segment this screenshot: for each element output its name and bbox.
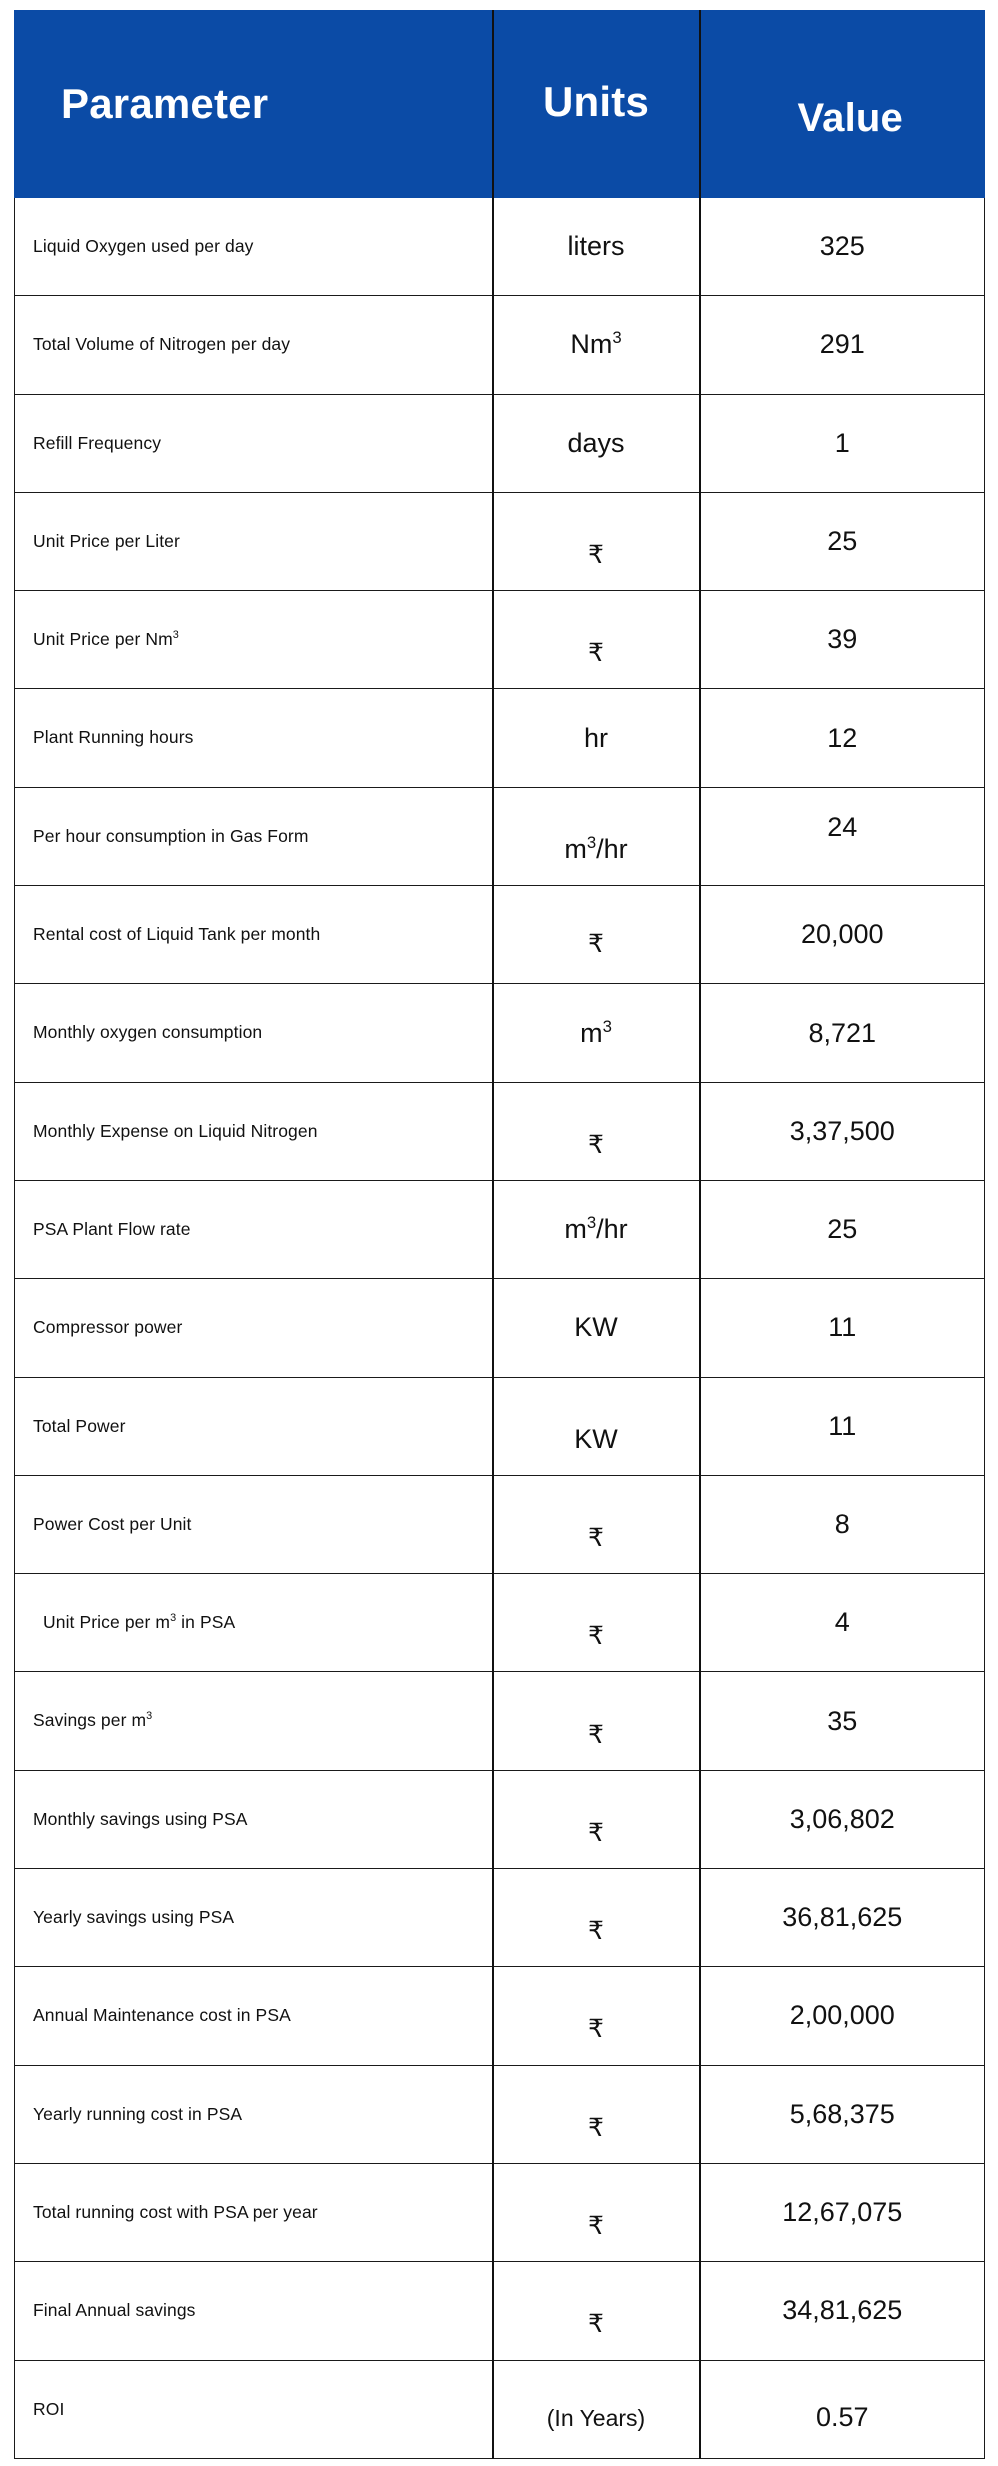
parameter-label: Yearly running cost in PSA	[33, 2103, 243, 2124]
value-label: 34,81,625	[782, 2295, 903, 2326]
value-label: 20,000	[800, 919, 884, 950]
value-label: 8,721	[808, 1017, 877, 1048]
parameter-label: Liquid Oxygen used per day	[33, 235, 254, 256]
parameter-label: Unit Price per Nm$^3$	[33, 629, 179, 650]
cell-value	[700, 2163, 985, 2261]
cell-units	[493, 1967, 700, 2065]
cell-value	[700, 1377, 985, 1475]
table-row	[15, 787, 985, 885]
cell-value	[700, 1082, 985, 1180]
cell-parameter	[15, 198, 493, 296]
cell-units	[493, 984, 700, 1082]
rupee-symbol-icon: ₹	[588, 1917, 604, 1946]
cell-value	[700, 1180, 985, 1278]
value-label: 11	[828, 1410, 857, 1441]
value-label: 24	[827, 811, 858, 842]
cell-units	[493, 1770, 700, 1868]
table-row	[15, 1574, 985, 1672]
cell-parameter	[15, 296, 493, 394]
cell-parameter	[15, 2262, 493, 2360]
cell-value	[700, 1475, 985, 1573]
cell-parameter	[15, 1574, 493, 1672]
rupee-symbol-icon: ₹	[588, 1622, 604, 1651]
column-header-value-label: Value	[797, 96, 903, 140]
cell-value	[700, 1279, 985, 1377]
cell-units	[493, 1672, 700, 1770]
cell-value	[700, 1574, 985, 1672]
value-label: 8	[834, 1508, 850, 1539]
table-row	[15, 886, 985, 984]
cell-parameter	[15, 984, 493, 1082]
table-row	[15, 1377, 985, 1475]
cell-units	[493, 2163, 700, 2261]
parameter-superscript: 3	[170, 1612, 177, 1625]
value-label: 325	[819, 231, 865, 262]
table-row	[15, 1475, 985, 1573]
cell-units	[493, 296, 700, 394]
table-header-row	[15, 11, 985, 198]
rupee-symbol-icon: ₹	[588, 2113, 604, 2142]
cell-units	[493, 2360, 700, 2458]
table-row	[15, 394, 985, 492]
table-row	[15, 2065, 985, 2163]
rupee-symbol-icon: ₹	[588, 2015, 604, 2044]
rupee-symbol-icon: ₹	[588, 1523, 604, 1552]
units-superscript: 3	[586, 832, 597, 852]
table-row	[15, 492, 985, 590]
cell-value	[700, 2360, 985, 2458]
table-row	[15, 1279, 985, 1377]
table-row	[15, 1967, 985, 2065]
parameter-label: Per hour consumption in Gas Form	[33, 825, 309, 846]
units-label: hr	[583, 722, 608, 753]
cell-parameter	[15, 1082, 493, 1180]
units-label: days	[567, 427, 625, 458]
cell-units	[493, 591, 700, 689]
value-label: 3,06,802	[789, 1803, 895, 1834]
cell-value	[700, 198, 985, 296]
column-header-parameter	[15, 11, 493, 198]
cell-units	[493, 1869, 700, 1967]
parameter-label: Total Volume of Nitrogen per day	[33, 334, 291, 355]
parameter-label: Savings per $m^3$	[33, 1710, 153, 1731]
parameter-label: Unit Price per $m^3$ in PSA	[43, 1612, 236, 1633]
table-row	[15, 1180, 985, 1278]
parameter-label: Total Power	[33, 1415, 126, 1436]
table-row	[15, 1869, 985, 1967]
column-header-units	[493, 11, 700, 198]
parameter-label: Annual Maintenance cost in PSA	[33, 2005, 291, 2026]
cell-parameter	[15, 1770, 493, 1868]
cell-value	[700, 984, 985, 1082]
parameter-superscript: 3	[146, 1710, 153, 1723]
table-row	[15, 2163, 985, 2261]
cell-parameter	[15, 2360, 493, 2458]
parameter-label: Refill Frequency	[33, 432, 162, 453]
units-superscript: 3	[612, 328, 622, 348]
rupee-symbol-icon: ₹	[588, 2212, 604, 2241]
units-label: KW	[574, 1312, 618, 1343]
units-label: $m^3/hr$	[564, 1213, 628, 1245]
cell-units	[493, 1082, 700, 1180]
cell-units	[493, 492, 700, 590]
cell-units	[493, 689, 700, 787]
cell-parameter	[15, 591, 493, 689]
units-label: liters	[567, 231, 625, 262]
cell-units	[493, 2065, 700, 2163]
units-label: Nm$^3$	[570, 328, 622, 360]
units-superscript: 3	[586, 1213, 597, 1233]
cell-units	[493, 1279, 700, 1377]
value-label: 2,00,000	[789, 2000, 895, 2031]
table-row	[15, 984, 985, 1082]
units-label: KW	[574, 1423, 618, 1454]
table-row	[15, 1770, 985, 1868]
value-label: 5,68,375	[789, 2098, 895, 2129]
units-label: $m^3$	[580, 1016, 612, 1048]
cell-value	[700, 1869, 985, 1967]
cell-parameter	[15, 2163, 493, 2261]
units-label: (In Years)	[546, 2404, 646, 2431]
parameter-label: Monthly oxygen consumption	[33, 1022, 263, 1043]
rupee-symbol-icon: ₹	[588, 1818, 604, 1847]
parameter-label: Final Annual savings	[33, 2300, 196, 2321]
value-label: 11	[828, 1312, 857, 1343]
cell-value	[700, 1672, 985, 1770]
cell-units	[493, 198, 700, 296]
rupee-symbol-icon: ₹	[588, 541, 604, 570]
value-label: 291	[819, 329, 865, 360]
units-superscript: 3	[602, 1016, 612, 1036]
cell-units	[493, 1180, 700, 1278]
psa-cost-comparison-table	[14, 10, 985, 2459]
column-header-units-label: Units	[543, 78, 649, 125]
parameter-label: Yearly savings using PSA	[33, 1907, 235, 1928]
value-label: 35	[827, 1705, 858, 1736]
cell-parameter	[15, 1279, 493, 1377]
cell-parameter	[15, 1967, 493, 2065]
table-row	[15, 2262, 985, 2360]
value-label: 1	[834, 427, 850, 458]
cell-parameter	[15, 886, 493, 984]
parameter-label: ROI	[33, 2398, 65, 2419]
value-label: 25	[827, 526, 858, 557]
cell-parameter	[15, 1377, 493, 1475]
parameter-label: Unit Price per Liter	[33, 530, 180, 551]
table-body	[15, 198, 985, 2459]
table-row	[15, 689, 985, 787]
rupee-symbol-icon: ₹	[588, 1130, 604, 1159]
cell-units	[493, 787, 700, 885]
cell-units	[493, 1574, 700, 1672]
cell-value	[700, 492, 985, 590]
parameter-label: Monthly Expense on Liquid Nitrogen	[33, 1120, 318, 1141]
table-row	[15, 1082, 985, 1180]
value-label: 0.57	[815, 2401, 869, 2432]
value-label: 3,37,500	[789, 1115, 895, 1146]
parameter-label: PSA Plant Flow rate	[33, 1218, 191, 1239]
cell-value	[700, 1967, 985, 2065]
parameter-label: Monthly savings using PSA	[33, 1808, 248, 1829]
cell-value	[700, 591, 985, 689]
cell-parameter	[15, 394, 493, 492]
cell-units	[493, 2262, 700, 2360]
cell-units	[493, 394, 700, 492]
value-label: 25	[827, 1214, 858, 1245]
rupee-symbol-icon: ₹	[588, 639, 604, 668]
rupee-symbol-icon: ₹	[588, 2310, 604, 2339]
cell-value	[700, 2065, 985, 2163]
parameter-label: Power Cost per Unit	[33, 1513, 192, 1534]
column-header-parameter-label: Parameter	[61, 80, 269, 127]
cell-value	[700, 394, 985, 492]
table-row	[15, 591, 985, 689]
value-label: 12,67,075	[782, 2197, 903, 2228]
parameter-label: Compressor power	[33, 1317, 183, 1338]
parameter-label: Total running cost with PSA per year	[33, 2201, 318, 2222]
cell-value	[700, 689, 985, 787]
table-row	[15, 2360, 985, 2458]
cell-parameter	[15, 1672, 493, 1770]
parameter-label: Rental cost of Liquid Tank per month	[33, 924, 321, 945]
cell-units	[493, 1475, 700, 1573]
cell-parameter	[15, 787, 493, 885]
cell-parameter	[15, 492, 493, 590]
value-label: 36,81,625	[782, 1902, 903, 1933]
cell-value	[700, 787, 985, 885]
cell-value	[700, 1770, 985, 1868]
cell-units	[493, 1377, 700, 1475]
units-label: $m^3/hr$	[564, 832, 628, 864]
cell-parameter	[15, 689, 493, 787]
value-label: 12	[827, 722, 858, 753]
cell-parameter	[15, 1475, 493, 1573]
cell-parameter	[15, 2065, 493, 2163]
cell-parameter	[15, 1869, 493, 1967]
cell-units	[493, 886, 700, 984]
rupee-symbol-icon: ₹	[588, 1720, 604, 1749]
column-header-value	[700, 11, 985, 198]
value-label: 4	[834, 1607, 850, 1638]
parameter-label: Plant Running hours	[33, 727, 194, 748]
table-row	[15, 198, 985, 296]
value-label: 39	[827, 624, 858, 655]
cell-value	[700, 886, 985, 984]
cell-parameter	[15, 1180, 493, 1278]
table-header	[15, 11, 985, 198]
cell-value	[700, 2262, 985, 2360]
rupee-symbol-icon: ₹	[588, 930, 604, 959]
parameter-superscript: 3	[172, 629, 179, 642]
cell-value	[700, 296, 985, 394]
table-row	[15, 1672, 985, 1770]
table-row	[15, 296, 985, 394]
